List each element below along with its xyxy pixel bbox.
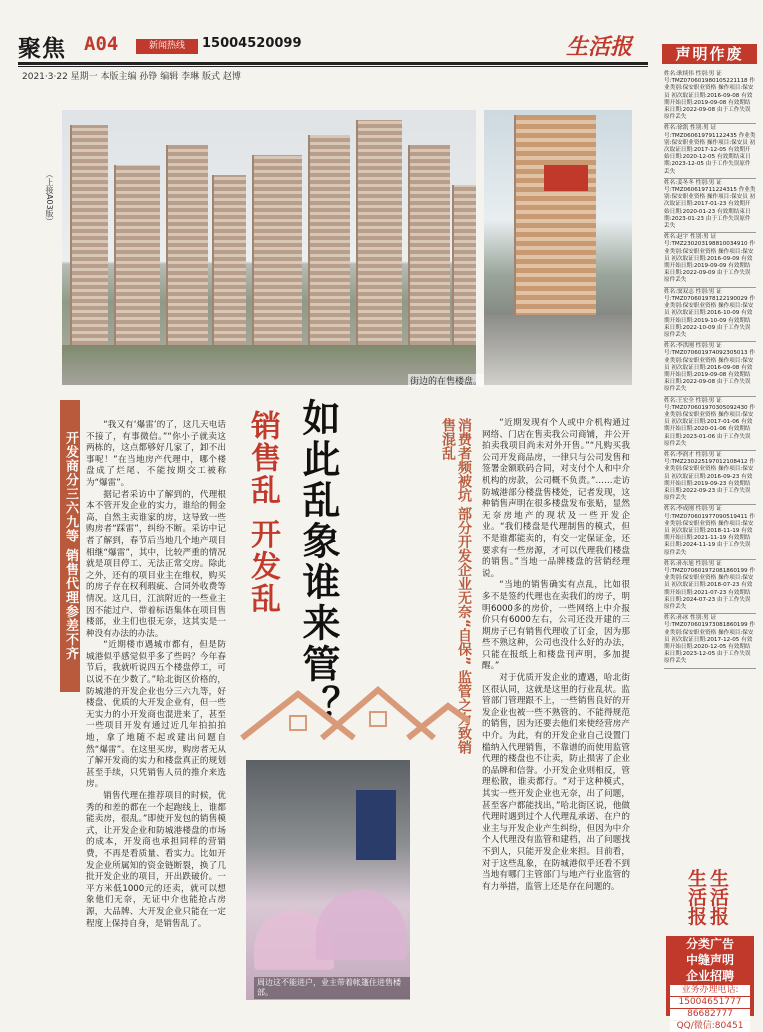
notice-column-title: 声明作废 (662, 44, 757, 64)
residential-towers-photo (62, 110, 476, 385)
paragraph: 销售代理在推荐项目的时候，优秀的和差的都在一个起跑线上，谁都能卖房，很乱。”即使开发包的销售模式，让开发企业和防城港楼盘的市场的成本，开发商也承担同样的营销费，不再是看质量、看实力。比如开发企业所属知的资金链断裂，换了几批开发企业的项目，开出跌破价。一平方米低1000元的还卖，就可以想象他们无奈，无证中介也能抢占房源，大品牌、大开发企业只能在一定程度上保持自身，是销售乱了。 (86, 791, 226, 929)
page-number: A04 (84, 33, 119, 55)
subheadline: 消费者频被坑 部分开发企业无奈“自保” 监管之力致销售混乱 (440, 418, 472, 755)
hotline-number: 15004520099 (202, 36, 302, 51)
article-column-right (482, 418, 630, 958)
street-sales-office-photo (484, 110, 632, 385)
kicker-bar: 开发商分三六九等 销售代理参差不齐 (60, 400, 80, 692)
notice-item: 姓名:李洪刚 性别:男 证号:TMZ070601974092305013 作业类别:保安职业资格 操作项目:保安员 初次取证日期:2016-09-08 有效期开始日期:2019-09-08 有效期结束日期:2022-09-08 由于工作失误原件丢失 (664, 342, 756, 396)
ad-line: 分类广告 (685, 937, 734, 951)
header-rule-thin (18, 66, 648, 67)
tents-in-sales-office-photo (246, 760, 410, 1000)
headline: 如此乱象谁来管？ (296, 398, 340, 726)
header-rule (18, 62, 648, 65)
notice-item: 姓名:徐凯 性别:男 证号:TMZ060619791122435 作业类别:保安职业资格 操作项目:保安员 初次取证日期:2017-12-05 有效期开始日期:2020-12-05 有效期结束日期:2023-12-05 由于工作失误原件丢失 (664, 124, 756, 178)
article-column-left (86, 420, 226, 1010)
ad-line: 中缝声明 (685, 953, 734, 967)
ad-phone-label: 业务办理电话: (670, 985, 750, 996)
paragraph: 据记者采访中了解到的，代理根本不管开发企业的实力，谁给的佣金高，自然主卖谁家的房，这导致一些购房者“踩雷”，纠纷不断。采访中记者了解到，春节后当地几个地产项目相继“爆雷”，其中，比较严重的情况就是项目停工、无法正常交房。除此之外，还有的项目业主在维权，购买的房子存在权利瑕疵、合同外收费等情况。这几日，江滨附近的一些业主因不能过户、带着标语集体在项目售楼部，业主们也很无奈，这其实是一种没有办法的办法。 (86, 489, 226, 639)
section-name: 聚焦 (18, 36, 66, 62)
notice-item: 姓名:孙冰 性别:男 证号:TMZ070601973081860199 作业类别:保安职业资格 操作项目:保安员 初次取证日期:2017-12-05 有效期开始日期:2020-12-05 有效期结束日期:2023-12-05 由于工作失误原件丢失 (664, 614, 756, 668)
notice-item: 姓名:姜冬冬 性别:男 证号:TMZ060619711224315 作业类别:保安职业资格 操作项目:保安员 初次取证日期:2017-01-23 有效期开始日期:2020-01-23 有效期结束日期:2023-01-23 由于工作失误原件丢失 (664, 179, 756, 233)
notice-item: 姓名:孙东旭 性别:男 证号:TMZ070601972081860199 作业类别:保安职业资格 操作项目:保安员 初次取证日期:2018-07-23 有效期开始日期:2021-07-23 有效期结束日期:2024-07-23 由于工作失误原件丢失 (664, 560, 756, 614)
newspaper-brand-block (666, 870, 754, 930)
notice-item: 姓名:王宏全 性别:男 证号:TMZ070601970305092430 作业类别:保安职业资格 操作项目:保安员 初次取证日期:2017-01-06 有效期开始日期:2020-01-06 有效期结束日期:2023-01-06 由于工作失误原件丢失 (664, 397, 756, 451)
classified-ad-box (666, 936, 754, 1031)
ad-phone: 15004651777 (670, 997, 750, 1008)
brand-line: 报报 (687, 906, 732, 928)
brand-line: 生生 (687, 868, 732, 890)
lost-certificate-notices (664, 70, 756, 866)
paragraph: 对于优质开发企业的遭遇，哈北街区很认同，这就是这里的行业乱状。监管部门管理跟不上，一些销售良好的开发企业也被一些不熟管的、不能得规范的销售，因为还要去他们来使经营房产中介。为此，有的开发企业自己设置门槛纳入代理销售，不靠谱的而使用监管代理的楼盘也不让卖，防止损害了企业的品牌和信誉。小开发企业则相反，管理松散，谁卖都行。“对于这种模式，其实一些开发企业也无奈，出了问题，甚至客户都能找出，”哈北街区说，他做代理时遇到过个人代理乱承诺、在户的业主与开发企业产生纠纷，但因为中介个人代理没有监管和建档，出了问题找不到人，只能开发企业来担。目前看，对于这些乱象，在防城港似乎还看不到当地有哪门主管部门与地产行业监管的有力举措，监管上还是存在问题的。 (482, 673, 630, 892)
notice-item: 姓名:李润才 性别:男 证号:TMZ230225197012108412 作业类别:保安职业资格 操作项目:保安员 初次取证日期:2016-09-23 有效期开始日期:2019-09-23 有效期结束日期:2022-09-23 由于工作失误原件丢失 (664, 451, 756, 505)
ad-qq: QQ/微信:80451 (670, 1021, 750, 1032)
notice-item: 姓名:耿续伟 性别:男 证号:TMZ070601980105221118 作业类别:保安职业资格 操作项目:保安员 初次取证日期:2016-09-08 有效期开始日期:2019-09-08 有效期结束日期:2022-09-08 由于工作失误原件丢失 (664, 70, 756, 124)
notice-item: 姓名:赵宇 性别:男 证号:TMZ230203198810034910 作业类别:保安职业资格 操作项目:保安员 初次取证日期:2016-09-09 有效期开始日期:2019-09-09 有效期结束日期:2022-09-09 由于工作失误原件丢失 (664, 233, 756, 287)
dateline: 2021·3·22 星期一 本版主编 孙铮 编辑 李琳 版式 赵博 (22, 72, 241, 82)
roof-graphic (238, 676, 470, 756)
notice-item: 姓名:李成刚 性别:男 证号:TMZ070601977090519411 作业类别:保安职业资格 操作项目:保安员 初次取证日期:2018-11-19 有效期开始日期:2021-11-19 有效期结束日期:2024-11-19 由于工作失误原件丢失 (664, 505, 756, 559)
paragraph: “当地的销售确实有点乱，比如很多不是签约代理也在卖我们的房子，明明6000多的房价，一些网络上中介报价只有6000左右，公司还没开建的三期房子已有销售代理收了订金，因为那些不熟这种，公司也没什么好的办法，只能在报纸上和楼盘刊声明，多加提醒。” (482, 580, 630, 672)
paragraph: “我又有‘爆雷’的了，这几天电话不接了，有事微信。”“你小子就卖这两栋的，这点都够好几家了，卸不出事呢！”在当地房产代理中，哪个楼盘成了烂尾、不能按期交工被称为“爆雷”。 (86, 420, 226, 488)
newspaper-logo: 生活报 (566, 34, 633, 60)
ad-phone: 86682777 (670, 1009, 750, 1020)
brand-line: 活活 (687, 887, 732, 909)
notice-item: 姓名:窦双志 性别:男 证号:TMZ070601978122190029 作业类别:保安职业资格 操作项目:保安员 初次取证日期:2016-10-09 有效期开始日期:2019-10-09 有效期结束日期:2022-10-09 由于工作失误原件丢失 (664, 288, 756, 342)
paragraph: “近期发现有个人或中介机构通过网络、门店在售卖我公司商铺，并公开拍卖我项目尚未对外开售。”“凡购买我公司开发商品房，一律只与公司发售和签署金额联码合同，对支付个人和中介机构的房款，公司概不负责。”……走访防城港部分楼盘售楼处，记者发现，这种销售声明在很多楼盘发布张贴，显然无奈房地产的现状及一些开发企业。“我们楼盘是代理制售的模式，但不是谁都能卖的，有交一定保证金，还要求有一些房源，才可以代理我们楼盘的销售。”当地一品牌楼盘的营销经理说。 (482, 418, 630, 579)
continued-note: （上接A03版） (45, 170, 54, 226)
headline-red: 销售乱 开发乱 (245, 410, 280, 615)
lower-photo-caption: 周边这不能进户，业主带着帐篷住进售楼部。 (254, 977, 410, 999)
ad-line: 企业招聘 (685, 969, 734, 983)
photo-caption: 街边的在售楼盘。 (408, 374, 484, 387)
hotline-label: 新闻热线 (136, 39, 198, 54)
paragraph: “近期楼市遇城市都有，但是防城港似乎感觉似乎多了些吗？今年春节后，我就听说四五个楼盘停工，可以说不在少数了。”哈北街区价格的，防城港的开发企业也分三六九等，好楼盘、优质的大开发企业有，但一些无实力的小开发商也混进来了，甚至一些项目开发有通过近几年拍拍拍地，拿了地随不起或建出问题自然“爆雷”。在这里买房，购房者无从了解开发商的实力和楼盘真正的规划甚至手续，只凭销售人员的推介来选房。 (86, 640, 226, 790)
page-header (18, 30, 646, 64)
